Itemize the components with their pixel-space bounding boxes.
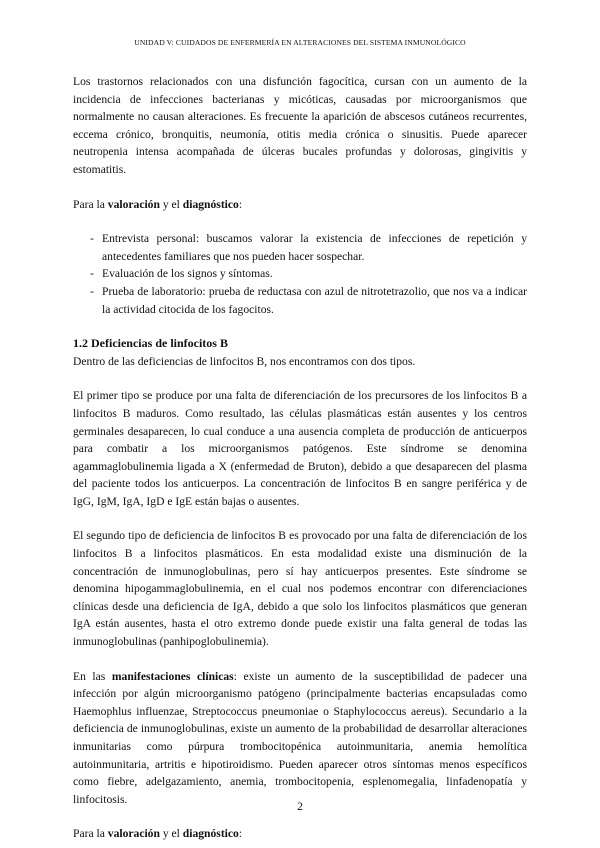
manifestations-prefix: En las [73, 669, 112, 683]
assessment-prefix: Para la [73, 827, 108, 841]
dash-bullet: - [90, 267, 94, 281]
list-item-text: Entrevista personal: buscamos valorar la existencia de infecciones de repetición y antecedentes familiares que nos pueden hacer sospechar. [102, 232, 527, 263]
dash-bullet: - [90, 232, 94, 246]
document-body [73, 73, 527, 843]
assessment-term-valoracion: valoración [107, 197, 160, 211]
list-item-text: Prueba de laboratorio: prueba de reductasa con azul de nitrotetrazolio, que nos va a indicar la actividad citocida de los fagocitos. [102, 284, 527, 316]
list-item-text: Evaluación de los signos y síntomas. [102, 267, 273, 281]
paragraph-type-1: El primer tipo se produce por una falta de diferenciación de los precursores de los linfocitos B a linfocitos B maduros. Como resultado, las células plasmáticas están ausentes y los centros germinales desaparecen, lo cual conduce a una ausencia completa de producción de anticuerpos para combatir a los microorganismos patógenos. Este síndrome se denomina agammaglobulinemia ligada a X (enfermedad de Bruton), debido a que desaparecen del plasma del paciente todos los anticuerpos. La concentración de linfocitos B en sangre periférica y de IgG, IgM, IgA, IgD e IgE están bajas o ausentes. [73, 389, 527, 508]
list-item [73, 265, 527, 283]
manifestations-paragraph [73, 668, 527, 809]
list-item [73, 283, 527, 318]
list-item [73, 230, 527, 265]
assessment-suffix: : [238, 197, 243, 211]
assessment-middle: y el [159, 827, 183, 841]
section-intro: Dentro de las deficiencias de linfocitos B, nos encontramos con dos tipos. [73, 354, 416, 368]
manifestations-text: : existe un aumento de la susceptibilidad de padecer una infección por algún microorganismo patógeno (principalmente bacterias encapsuladas como Haemophlus influenzae, Streptococcus pneumoniae o Staphylococcus aereus). Secundario a la deficiencia de inmunoglobulinas, existe un aumento de la probabilidad de desarrollar alteraciones inmunitarias como púrpura trombocitopénica autoinmunitaria, anemia hemolítica autoinmunitaria, artritis e hipotiroidismo. Pueden aparecer otros síntomas menos específicos como fiebre, adelgazamiento, anemia, trombocitopenia, esplenomegalia, linfadenopatía y linfocitosis. [73, 669, 527, 806]
intro-paragraph: Los trastornos relacionados con una disfunción fagocítica, cursan con un aumento de la incidencia de infecciones bacterianas y micóticas, causadas por microorganismos que normalmente no causan alteraciones. Es frecuente la aparición de abscesos cutáneos recurrentes, eccema crónico, bronquitis, neumonía, otitis media crónica o sinusitis. Puede aparecer neutropenia intensa acompañada de úlceras bucales profundas y dolorosas, gingivitis y estomatitis. [73, 75, 527, 176]
paragraph-type-2: El segundo tipo de deficiencia de linfocitos B es provocado por una falta de diferenciación de los linfocitos B a linfocitos plasmáticos. En esta modalidad existe una disminución de la concentración de inmunoglobulinas, pero sí hay anticuerpos presentes. Este síndrome se denomina hipogammaglobulinemia, en el cual nos podemos encontrar con diferenciaciones clínicas desde una deficiencia de IgA, debido a que solo los linfocitos plasmáticos que generan IgA están ausentes, hasta el otro extremo donde puede existir una falta general de todas las inmunoglobulinas (panhipoglobulinemia). [73, 529, 527, 649]
assessment-term-diagnostico: diagnóstico [182, 827, 239, 841]
assessment-term-diagnostico: diagnóstico [182, 197, 239, 211]
assessment-suffix: : [238, 827, 243, 841]
dash-bullet: - [90, 284, 94, 298]
assessment-middle: y el [159, 197, 183, 211]
assessment-heading-2 [73, 825, 527, 843]
manifestations-term: manifestaciones clínicas [111, 669, 234, 683]
diagnosis-list [73, 230, 527, 318]
page-number: 2 [297, 800, 303, 813]
section-title: 1.2 Deficiencias de linfocitos B [73, 336, 228, 351]
assessment-prefix: Para la [73, 197, 108, 211]
running-header: UNIDAD V: CUIDADOS DE ENFERMERÍA EN ALTERACIONES DEL SISTEMA INMUNOLÓGICO [134, 38, 466, 47]
assessment-heading-1 [73, 196, 527, 214]
assessment-term-valoracion: valoración [107, 827, 160, 841]
